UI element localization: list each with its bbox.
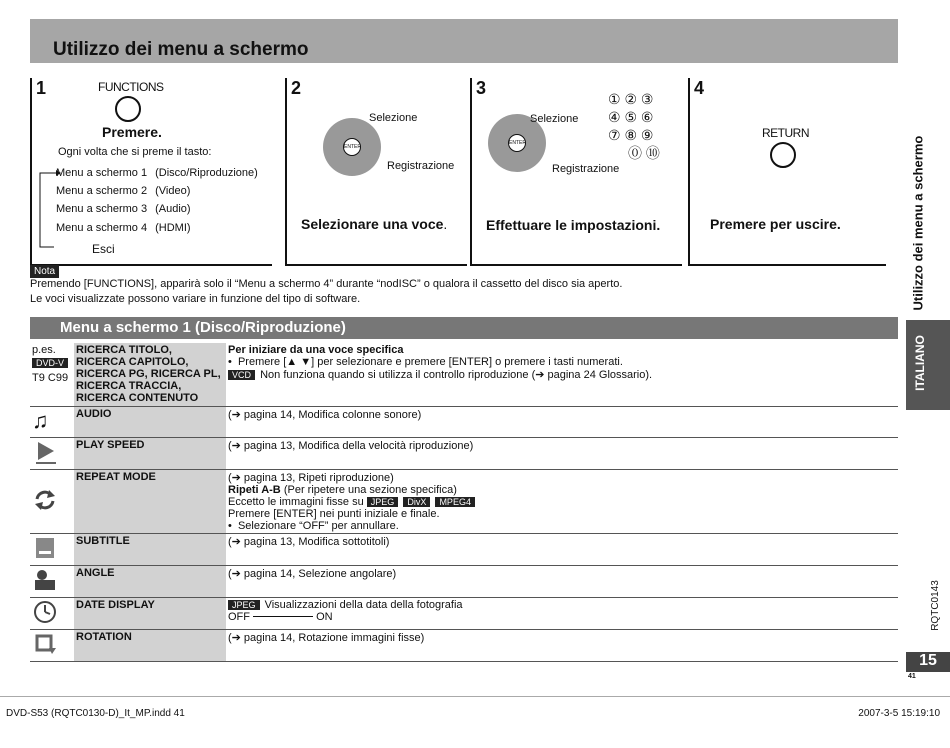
select-label: Selezione <box>530 113 579 125</box>
return-button-icon <box>770 142 796 168</box>
functions-label: FUNCTIONS <box>98 80 164 94</box>
note-line-2: Le voci visualizzate possono variare in funzione del tipo di software. <box>30 293 361 305</box>
clock-icon <box>30 597 74 629</box>
enter-button-icon: ENTER <box>508 134 526 152</box>
step-1 <box>30 78 272 266</box>
rotation-icon <box>30 629 74 661</box>
row-label: REPEAT MODE <box>74 469 226 533</box>
row-label: ROTATION <box>74 629 226 661</box>
music-note-icon: ♫ <box>30 406 74 437</box>
row-label: SUBTITLE <box>74 533 226 565</box>
row-label: ANGLE <box>74 565 226 597</box>
row-desc <box>226 469 898 533</box>
doc-code <box>910 580 950 631</box>
functions-button-icon <box>115 96 141 122</box>
subtitle-icon <box>30 533 74 565</box>
section-title: Menu a schermo 1 (Disco/Riproduzione) <box>60 319 346 336</box>
row-desc <box>226 597 898 629</box>
step-4 <box>688 78 886 266</box>
register-label: Registrazione <box>387 160 455 172</box>
dvd-v-tag: DVD-V <box>32 358 68 368</box>
step-number: 2 <box>291 78 302 98</box>
row-desc: (➔ pagina 14, Selezione angolare) <box>226 565 898 597</box>
language-tab <box>906 320 950 410</box>
example-label: p.es. <box>32 344 56 356</box>
row-desc <box>226 343 898 406</box>
play-speed-icon <box>30 437 74 469</box>
step-number: 4 <box>694 78 705 98</box>
table-row <box>30 343 898 406</box>
note-line-1: Premendo [FUNCTIONS], apparirà solo il “Menu a schermo 4” durante “nodISC” o qualora il cassetto del disco sia aperto. <box>30 278 623 290</box>
language-label: ITALIANO <box>912 335 927 391</box>
menu-table <box>30 343 898 662</box>
off-on-line: OFF ON <box>228 610 333 623</box>
step-3-caption: Effettuare le impostazioni. <box>486 217 661 233</box>
row-desc: (➔ pagina 14, Rotazione immagini fisse) <box>226 629 898 661</box>
step-4-caption: Premere per uscire. <box>710 216 841 232</box>
repeat-line-1: (➔ pagina 13, Ripeti riproduzione) <box>228 471 394 484</box>
sheet-number: 41 <box>908 673 916 680</box>
date-line: JPEG Visualizzazioni della data della fotografia <box>228 599 896 611</box>
footer-right: 2007-3-5 15:19:10 <box>858 708 940 719</box>
step-1-hint: Ogni volta che si preme il tasto: <box>58 146 212 158</box>
search-line-1: • Premere [▲ ▼] per selezionare e premere [ENTER] o premere i tasti numerati. <box>228 356 623 368</box>
doc-code-text: RQTC0143 <box>929 580 941 631</box>
row-desc: (➔ pagina 13, Modifica della velocità riproduzione) <box>226 437 898 469</box>
row-label: RICERCA TITOLO, RICERCA CAPITOLO, RICERCA PG, RICERCA PL, RICERCA TRACCIA, RICERCA CONTENUTO <box>74 343 226 406</box>
section-bar <box>30 317 898 339</box>
step-2-caption: Selezionare una voce. <box>301 216 448 232</box>
page-number: 15 <box>906 652 950 672</box>
select-label: Selezione <box>369 112 418 124</box>
footer-left: DVD-S53 (RQTC0130-D)_It_MP.indd 41 <box>6 708 185 719</box>
table-row <box>30 437 898 469</box>
table-row <box>30 629 898 661</box>
step-number: 1 <box>36 78 47 98</box>
repeat-line-3: Premere [ENTER] nei punti iniziale e finale. <box>228 507 440 520</box>
row-label: DATE DISPLAY <box>74 597 226 629</box>
menu-2: Menu a schermo 2 (Video) <box>56 185 191 197</box>
repeat-except: Eccetto le immagini fisse su JPEG DivX MPEG4 <box>228 496 896 508</box>
repeat-icon <box>30 469 74 533</box>
step-number: 3 <box>476 78 487 98</box>
vcd-tag: VCD <box>228 370 255 380</box>
repeat-line-4: • Selezionare “OFF” per annullare. <box>228 519 399 532</box>
menu-4: Menu a schermo 4 (HDMI) <box>56 222 191 234</box>
footer-divider <box>0 696 950 697</box>
step-2 <box>285 78 467 266</box>
step-1-action: Premere. <box>102 124 162 140</box>
search-head: Per iniziare da una voce specifica <box>228 344 404 356</box>
table-row <box>30 533 898 565</box>
table-row <box>30 597 898 629</box>
menu-exit: Esci <box>92 242 115 256</box>
repeat-ab: Ripeti A-B (Per ripetere una sezione specifica) <box>228 483 457 496</box>
example-codes: T9 C99 <box>32 372 69 384</box>
dpad-icon <box>323 118 381 176</box>
side-title-text: Utilizzo dei menu a schermo <box>910 135 926 311</box>
table-row <box>30 406 898 437</box>
angle-camera-icon <box>30 565 74 597</box>
row-desc: (➔ pagina 14, Modifica colonne sonore) <box>226 406 898 437</box>
double-arrow-icon <box>253 616 313 617</box>
step-3 <box>470 78 682 266</box>
menu-1: Menu a schermo 1 (Disco/Riproduzione) <box>56 167 258 179</box>
enter-button-icon: ENTER <box>343 138 361 156</box>
table-row <box>30 469 898 533</box>
register-label: Registrazione <box>552 163 620 175</box>
table-row <box>30 565 898 597</box>
row-desc: (➔ pagina 13, Modifica sottotitoli) <box>226 533 898 565</box>
page-title: Utilizzo dei menu a schermo <box>53 39 309 60</box>
search-line-2: VCD Non funziona quando si utilizza il controllo riproduzione (➔ pagina 24 Glossario). <box>228 368 896 381</box>
row-label: PLAY SPEED <box>74 437 226 469</box>
side-title <box>903 108 933 318</box>
title-bar <box>30 19 898 63</box>
note-tag: Nota <box>30 265 59 278</box>
menu-3: Menu a schermo 3 (Audio) <box>56 203 191 215</box>
row-label: AUDIO <box>74 406 226 437</box>
number-keys: ① ② ③ ④ ⑤ ⑥ ⑦ ⑧ ⑨ ⓪ ⑩ <box>608 91 660 161</box>
row-icon-cell <box>30 343 74 406</box>
return-label: RETURN <box>762 126 809 140</box>
